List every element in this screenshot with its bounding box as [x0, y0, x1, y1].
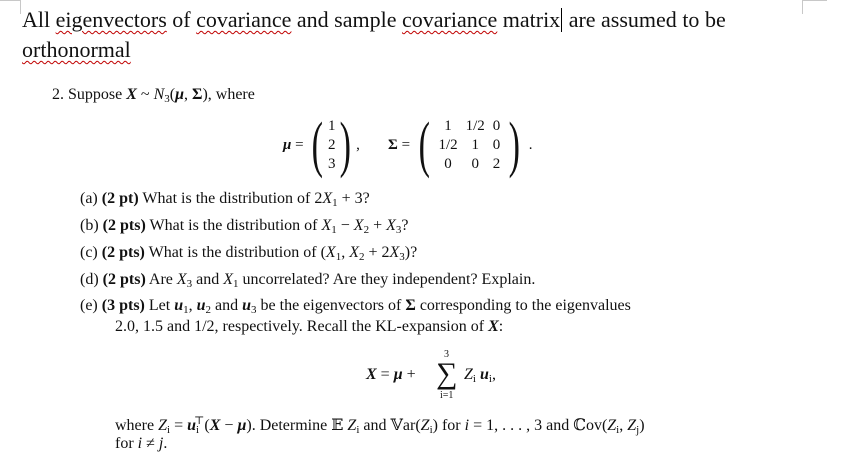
part-text: + 2	[364, 244, 390, 261]
part-text: for	[437, 417, 465, 434]
subscript: 3	[186, 278, 193, 290]
note-word: and	[296, 7, 329, 32]
part-c	[80, 244, 417, 263]
mu-entries	[328, 117, 336, 174]
part-a	[80, 190, 370, 209]
var-Z: Z	[158, 417, 167, 434]
sigma-entry: 0	[492, 136, 501, 153]
mu-entry: 3	[327, 155, 336, 172]
var-u: u	[196, 297, 206, 314]
editor-note-line-2[interactable]	[22, 36, 131, 64]
subscript: 1	[332, 197, 338, 209]
sum-lower-limit: i=1	[440, 390, 454, 401]
cov-operator: $ℂov(Z_i$, $Z_j$)	[573, 417, 645, 436]
mu-entry: 1	[327, 117, 336, 134]
part-text: where	[115, 417, 159, 434]
sigma-entry: 2	[492, 155, 501, 172]
where-clause-line-2: for i ≠ j.	[115, 435, 168, 452]
sigma-symbol: Σ	[191, 86, 203, 103]
part-points: (2 pts)	[102, 271, 146, 288]
note-word: be	[704, 7, 726, 32]
part-text: uncorrelated? Are they independent? Explain.	[238, 271, 536, 288]
sigma-entry: 0	[471, 155, 479, 172]
part-label: (d)	[80, 271, 99, 288]
part-label: (a)	[80, 190, 98, 207]
part-points: (2 pts)	[102, 217, 146, 234]
note-word: sample	[334, 7, 397, 32]
sigma-entry: 1/2	[465, 117, 485, 134]
var-X: X	[389, 244, 400, 261]
var-X: X	[386, 217, 396, 234]
dist-symbol: N	[153, 86, 165, 103]
var-X: X	[321, 217, 332, 234]
part-text: . Determine	[251, 417, 332, 434]
sigma-entry: 0	[444, 155, 452, 172]
part-text: What is the distribution of	[149, 217, 322, 234]
sigma-entry: 1	[471, 136, 479, 153]
part-text: +	[369, 217, 387, 234]
part-d	[80, 271, 535, 290]
right-paren: )	[340, 111, 352, 179]
subscript: 3	[399, 251, 405, 263]
sigma-entry: 1	[444, 117, 452, 134]
kl-expansion-equation	[366, 349, 566, 404]
part-text: 2.0, 1.5 and 1/2, respectively. Recall the KL-expansion of	[115, 318, 489, 335]
dist-subscript: 3	[164, 93, 170, 105]
note-word-misspelled: covariance	[401, 7, 498, 32]
part-points: (2 pt)	[101, 190, 139, 207]
subscript: 1	[183, 304, 189, 316]
where-text: , where	[207, 86, 255, 103]
var-X: X	[126, 86, 137, 103]
sigma-entry: 0	[492, 117, 501, 134]
part-text: + 3?	[337, 190, 370, 207]
equation-rhs: $Z_i$ $u_i$,	[464, 366, 496, 385]
note-word: to	[682, 7, 700, 32]
part-label: (b)	[80, 217, 99, 234]
sigma-matrix: Σ = ( 1 1/2 0 1/2 1 0 0 0 2 ) .	[388, 111, 533, 179]
subscript: 1	[233, 278, 239, 290]
note-word-misspelled: covariance	[196, 7, 292, 32]
subscript: 3	[251, 304, 257, 316]
part-text: and	[211, 297, 243, 314]
var-u: u	[242, 297, 252, 314]
mu-vector: μ = ( 1 2 3 ) ,	[283, 111, 360, 179]
left-paren: (	[311, 111, 324, 179]
subscript: 2	[363, 224, 370, 236]
mu-symbol: μ	[283, 136, 292, 153]
equation-lhs: X = μ +	[366, 366, 416, 383]
part-text: for	[115, 435, 138, 452]
part-text: Are	[148, 271, 177, 288]
problem-number: 2.	[52, 86, 64, 103]
part-points: (3 pts)	[101, 297, 145, 314]
where-clause-line-1: where $Z_i = u_i^⊤(X - \mu)$. Determine 𝔼 $Z_i$ and $𝕍ar(Z_i)$ for i = 1, . . . , 3 and $ℂov(Z_i$, $Z_j$)	[115, 415, 645, 436]
part-e-line-2: 2.0, 1.5 and 1/2, respectively. Recall the KL-expansion of X:	[115, 318, 504, 335]
part-points: (2 pts)	[101, 244, 145, 261]
mu-symbol: μ	[175, 86, 184, 103]
part-e: (e) (3 pts) Let $u_1$, $u_2$ and $u_3$ be the eigenvectors of Σ corresponding to the eigenvalues	[80, 297, 631, 316]
note-word: All	[22, 7, 51, 32]
var-X: X	[325, 244, 336, 261]
part-text: and	[192, 271, 224, 288]
page-corner-mark-left	[0, 0, 20, 3]
note-word: are	[568, 7, 596, 32]
var-u: u	[187, 417, 196, 434]
part-text: Let	[148, 297, 175, 314]
editor-note-line-1[interactable]	[22, 6, 726, 34]
summation-sign: ∑	[436, 357, 458, 390]
problem-statement: 2. Suppose X ~ $N_3(\mu$, Σ), where	[52, 86, 255, 105]
var-X: X	[353, 217, 364, 234]
subscript: 1	[331, 224, 337, 236]
part-text: What is the distribution of 2	[142, 190, 323, 207]
sigma-entries	[434, 117, 504, 174]
var-X: X	[322, 190, 333, 207]
part-b	[80, 217, 408, 236]
part-text: )?	[404, 244, 418, 261]
part-label: (e)	[80, 297, 98, 314]
mu-entry: 2	[327, 136, 336, 153]
subscript: 1	[335, 251, 342, 263]
text-cursor	[561, 8, 562, 32]
problem-intro: Suppose	[68, 86, 123, 103]
var-X: X	[176, 271, 187, 288]
part-text: −	[336, 217, 354, 234]
left-paren: (	[418, 111, 430, 179]
var-X: X	[488, 318, 499, 335]
var-X: X	[349, 244, 359, 261]
subscript: 3	[395, 224, 402, 236]
part-text: be the eigenvectors of	[256, 297, 406, 314]
sigma-symbol: Σ	[388, 136, 398, 153]
sum-upper-limit: 3	[444, 349, 449, 360]
var-u: u	[174, 297, 184, 314]
note-word: of	[172, 7, 191, 32]
var-operator: $𝕍ar(Z_i)$	[390, 417, 438, 436]
expectation-symbol: 𝔼	[331, 417, 344, 434]
part-text: ,	[341, 244, 350, 261]
part-label: (c)	[80, 244, 98, 261]
part-text: = 1, . . . , 3 and	[469, 417, 574, 434]
sigma-entry: 1/2	[438, 136, 458, 153]
part-text: corresponding to the eigenvalues	[415, 297, 631, 314]
page-corner-mark-right	[803, 0, 827, 3]
note-word: assumed	[601, 7, 677, 32]
note-word-misspelled: eigenvectors	[55, 7, 167, 32]
right-paren: )	[508, 111, 521, 179]
var-X: X	[223, 271, 234, 288]
sigma-symbol: Σ	[405, 297, 416, 314]
part-text: What is the distribution of (	[148, 244, 326, 261]
subscript: 2	[358, 251, 365, 263]
part-text: and	[359, 417, 391, 434]
note-word: matrix	[502, 7, 561, 32]
subscript: 2	[205, 304, 212, 316]
note-word-misspelled: orthonormal	[22, 37, 131, 62]
part-text: ?	[401, 217, 409, 234]
